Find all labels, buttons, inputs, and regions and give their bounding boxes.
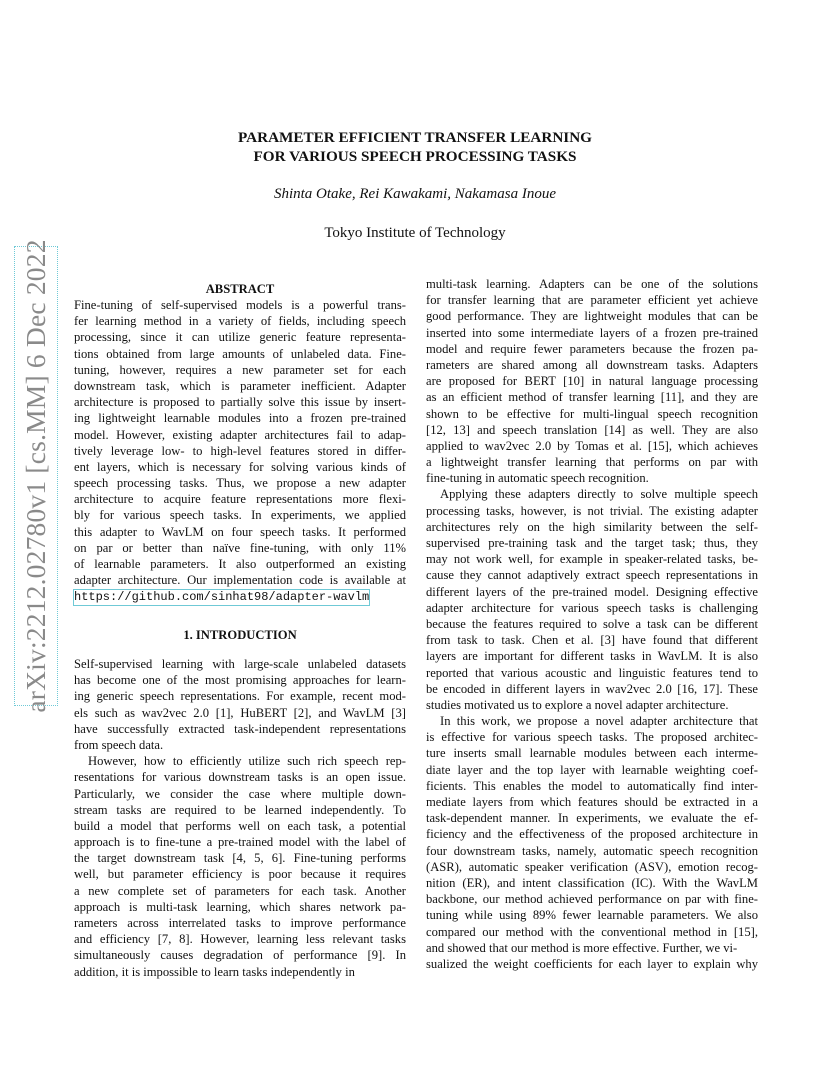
title-line-2: FOR VARIOUS SPEECH PROCESSING TASKS	[253, 148, 577, 165]
text-line: tuning while using 89% fewer learnable parameters. We also	[426, 908, 758, 923]
text-line: model. However, existing adapter architectures fail to adap-	[74, 427, 406, 442]
text-line: the target downstream task [4, 5, 6]. Fine-tuning performs	[74, 851, 406, 866]
text-line: addition, it is impossible to learn tasks independently in	[74, 964, 355, 979]
text-line: tively leverage low- to high-level features stored in differ-	[74, 443, 406, 458]
text-line: architectures rely on the high similarity between the self-	[426, 519, 758, 534]
text-line: stream tasks are required to be learned independently. To	[74, 802, 406, 817]
text-line: rameters are shared among all downstream tasks. Adapters	[426, 357, 758, 372]
text-line: downstream task, which is parameter inefficient. Adapter	[74, 378, 406, 393]
text-line: for transfer learning that are parameter efficient yet achieve	[426, 293, 758, 308]
text-line: approach is multi-task learning, which shares network pa-	[74, 899, 406, 914]
text-line: backbone, our method achieved performance on par with fine-	[426, 892, 758, 907]
text-line: resentations for various downstream tasks is an open issue.	[74, 770, 406, 785]
text-line: and efficiency [7, 8]. However, learning less relevant tasks	[74, 932, 406, 947]
paper-title	[150, 128, 680, 166]
text-line: processing, since it can utilize generic feature representa-	[74, 330, 406, 345]
text-line: a new complete set of parameters for each task. Another	[74, 883, 406, 898]
text-line: ing lightweight learnable modules into a frozen pre-trained	[74, 411, 406, 426]
text-line: ture inserts small learnable modules between each interme-	[426, 746, 758, 761]
text-line: els such as wav2vec 2.0 [1], HuBERT [2], and WavLM [3]	[74, 705, 406, 720]
text-line: fine-tuning in automatic speech recognition.	[426, 471, 649, 486]
text-line: Self-supervised learning with large-scale unlabeled datasets	[74, 657, 406, 671]
text-line: task-dependent manner. In experiments, we evaluate the ef-	[426, 811, 758, 826]
text-line: from task to task. Chen et al. [3] have found that different	[426, 633, 758, 648]
text-line: Fine-tuning of self-supervised models is a powerful trans-	[74, 298, 406, 312]
text-line: on par or better than naïve fine-tuning, with only 11%	[74, 540, 406, 555]
text-line: reported that various acoustic and linguistic features tend to	[426, 665, 758, 680]
text-line: compared our method with the conventional method in [15],	[426, 924, 758, 939]
text-line: rameters across interrelated tasks to improve performance	[74, 916, 406, 930]
abstract-heading: ABSTRACT	[205, 282, 275, 296]
text-line: a lightweight transfer learning that performs on par with	[426, 455, 758, 470]
text-line: multi-task learning. Adapters can be one of the solutions	[426, 277, 758, 291]
text-line: has become one of the most promising approaches for learn-	[74, 673, 406, 688]
text-line: speech processing tasks. Thus, we propose a new adapter	[74, 476, 406, 491]
arxiv-identifier[interactable]: arXiv:2212.02780v1 [cs.MM] 6 Dec 2022	[20, 239, 51, 713]
text-line: approach is to fine-tune a pre-trained model with the label of	[74, 835, 406, 850]
affiliation: Tokyo Institute of Technology	[324, 225, 506, 241]
text-line: ing generic speech representations. For example, recent mod-	[74, 689, 406, 704]
text-line: adapter architecture for various speech tasks is challenging	[426, 600, 758, 615]
abstract-body	[74, 297, 406, 605]
text-line: may not work well, for example in speaker-related tasks, be-	[426, 552, 758, 567]
text-line: studies motivated us to explore a novel adapter architecture.	[426, 697, 729, 712]
text-line: Applying these adapters directly to solve multiple speech	[440, 487, 758, 502]
text-line: have successfully extracted task-independent representations	[74, 721, 406, 736]
title-line-1: PARAMETER EFFICIENT TRANSFER LEARNING	[238, 129, 592, 146]
text-line: four downstream tasks, namely, automatic speech recognition	[426, 843, 758, 858]
text-line: (ASR), automatic speaker verification (ASV), emotion recog-	[426, 859, 758, 874]
author-list: Shinta Otake, Rei Kawakami, Nakamasa Inoue	[273, 186, 557, 202]
introduction-right-column	[426, 276, 758, 972]
text-line: adapter architecture. Our implementation code is available at	[74, 573, 406, 588]
text-line: model and require fewer parameters because the frozen pa-	[426, 341, 758, 356]
text-line: this adapter to WavLM on four speech tasks. It performed	[74, 524, 406, 539]
text-line: sualized the weight coefficients for each layer to explain why	[426, 956, 758, 971]
text-line: bly for various speech tasks. In experiments, we applied	[74, 508, 406, 523]
code-url-link[interactable]: https://github.com/sinhat98/adapter-wavlm	[74, 590, 370, 605]
text-line: architecture is proposed to partially solve this issue by insert-	[74, 395, 406, 410]
text-line: ent layers, which is necessary for solving various kinds of	[74, 459, 406, 474]
text-line: well, but parameter efficiency is poor because it requires	[74, 867, 406, 882]
text-line: are proposed for BERT [10] in natural language processing	[426, 374, 758, 389]
text-line: from speech data.	[74, 737, 164, 752]
text-line: layers are important for different tasks in WavLM. It is also	[426, 649, 758, 664]
text-line: is effective for various speech tasks. The proposed architec-	[426, 730, 758, 745]
text-line: diate layer and the top layer with learnable weighting coef-	[426, 762, 758, 777]
introduction-left-column	[74, 656, 406, 980]
text-line: of learnable parameters. It also outperformed an existing	[74, 557, 406, 571]
text-line: because the features required to solve a task can be different	[426, 616, 758, 631]
text-line: In this work, we propose a novel adapter architecture that	[440, 714, 758, 729]
text-line: be encoded in different layers in wav2vec 2.0 [16, 17]. These	[426, 681, 758, 696]
text-line: [12, 13] and speech translation [14] as well. They are also	[426, 422, 758, 437]
introduction-heading: 1. INTRODUCTION	[183, 628, 297, 642]
text-line: supervised pre-training task and the target task; thus, they	[426, 536, 758, 550]
text-line: cause they cannot adaptively extract speech representations in	[426, 568, 758, 583]
text-line: tions obtained from large amounts of unlabeled data. Fine-	[74, 346, 406, 361]
text-line: shown to be effective for multi-lingual speech recognition	[426, 406, 758, 421]
text-line: different layers of the pre-trained model. Designing effective	[426, 584, 758, 599]
text-line: ficients. This enables the model to automatically find inter-	[426, 778, 758, 793]
text-line: as an efficient method of transfer learning [11], and they are	[426, 390, 758, 405]
text-line: applied to wav2vec 2.0 by Tomas et al. [15], which achieves	[426, 438, 758, 453]
text-line: simultaneously causes degradation of performance [9]. In	[74, 948, 406, 963]
text-line: nition (ER), and intent classification (IC). With the WavLM	[426, 875, 758, 890]
text-line: tuning, however, requires a new parameter set for each	[74, 362, 406, 377]
text-line: build a model that performs well on each task, a potential	[74, 818, 406, 833]
text-line: good performance. They are lightweight modules that can be	[426, 309, 758, 324]
text-line: fer learning method in a variety of fields, including speech	[74, 314, 406, 329]
text-line: and showed that our method is more effective. Further, we vi-	[426, 940, 738, 955]
text-line: Particularly, we consider the case where multiple down-	[74, 786, 406, 801]
text-line: architecture to acquire feature representations more flexi-	[74, 492, 406, 507]
text-line: However, how to efficiently utilize such rich speech rep-	[88, 754, 406, 769]
text-line: inserted into some intermediate layers of a frozen pre-trained	[426, 325, 758, 340]
text-line: processing tasks, however, is not trivial. The existing adapter	[426, 503, 758, 518]
text-line: mediate layers from which features should be extracted in a	[426, 795, 758, 809]
text-line: ficiency and the effectiveness of the proposed architecture in	[426, 827, 758, 842]
